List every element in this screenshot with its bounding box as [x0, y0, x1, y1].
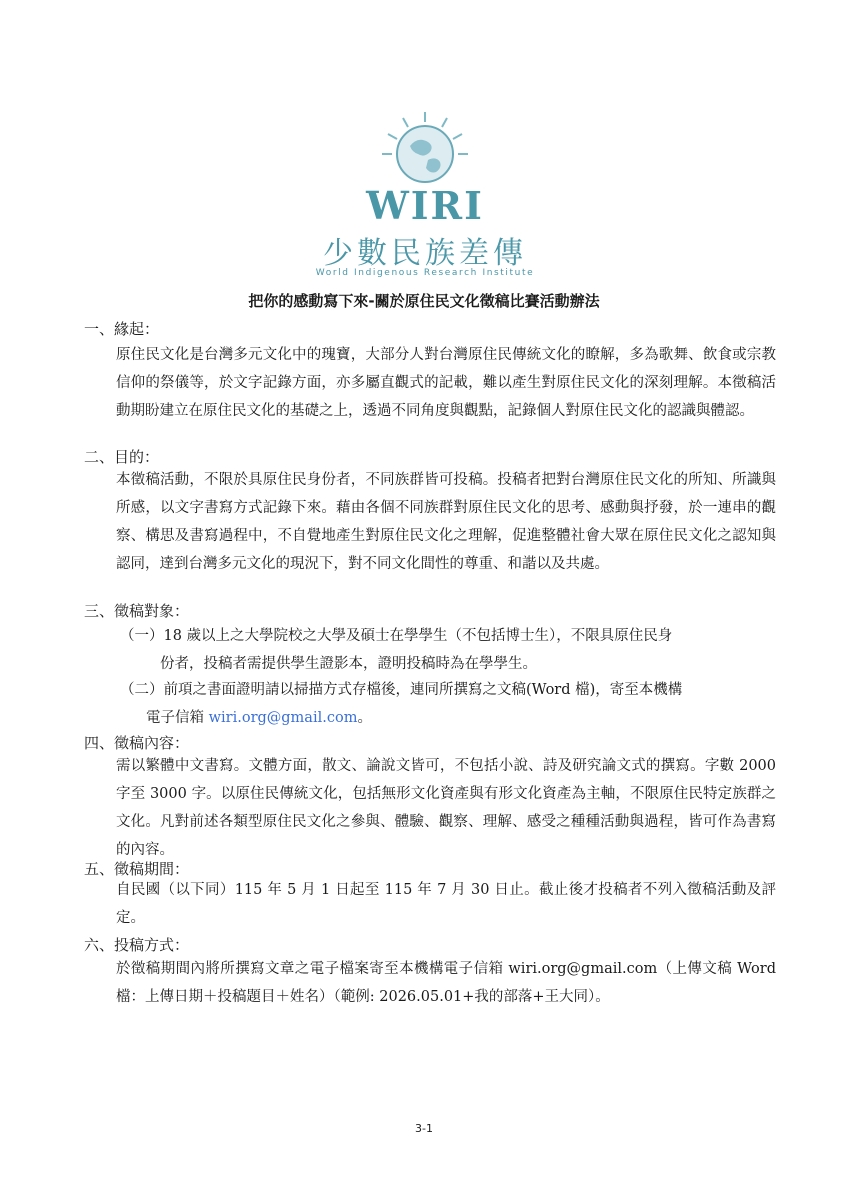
section-heading-period: 五、徵稿期間： — [84, 860, 190, 878]
logo-english-name: World Indigenous Research Institute — [315, 268, 535, 278]
eligibility-item-2 — [120, 676, 780, 732]
globe-sun-icon — [370, 108, 480, 188]
logo-wordmark: WIRI — [366, 183, 484, 228]
section-body-submission: 於徵稿期間內將所撰寫文章之電子檔案寄至本機構電子信箱 wiri.org@gmail.com（上傳文稿 Word 檔：上傳日期＋投稿題目＋姓名）（範例: 2026.05.01+我的部落+王大同）。 — [116, 961, 776, 1005]
section-heading-origin: 一、緣起： — [84, 320, 160, 338]
section-body-period: 自民國（以下同）115 年 5 月 1 日起至 115 年 7 月 30 日止。截止後才投稿者不列入徵稿活動及評定。 — [116, 882, 776, 926]
eligibility-item-2-line2 — [120, 704, 780, 732]
email-link[interactable]: wiri.org@gmail.com — [208, 710, 358, 726]
page-number: 3-1 — [415, 1122, 433, 1135]
section-heading-eligibility: 三、徵稿對象： — [84, 602, 190, 620]
logo-chinese-name: 少數民族差傳 — [323, 236, 527, 271]
section-heading-submission: 六、投稿方式： — [84, 936, 190, 954]
eligibility-item-2-line2-end: 。 — [357, 710, 372, 726]
eligibility-item-1 — [120, 622, 780, 678]
eligibility-item-2-line1: （二）前項之書面證明請以掃描方式存檔後，連同所撰寫之文稿(Word 檔)，寄至本機構 — [120, 682, 683, 698]
section-body-purpose: 本徵稿活動，不限於具原住民身份者，不同族群皆可投稿。投稿者把對台灣原住民文化的所知、所識與所感，以文字書寫方式記錄下來。藉由各個不同族群對原住民文化的思考、感動與抒發，於一連串的觀察、構思及書寫過程中，不自覺地產生對原住民文化之理解，促進整體社會大眾在原住民文化之認知與認同，達到台灣多元文化的現況下，對不同文化間性的尊重、和諧以及共處。 — [116, 472, 776, 572]
document-title: 把你的感動寫下來-關於原住民文化徵稿比賽活動辦法 — [248, 292, 600, 310]
section-body-origin: 原住民文化是台灣多元文化中的瑰寶，大部分人對台灣原住民傳統文化的瞭解，多為歌舞、飲食或宗教信仰的祭儀等，於文字記錄方面，亦多屬直觀式的記載，難以產生對原住民文化的深刻理解。本徵稿活動期盼建立在原住民文化的基礎之上，透過不同角度與觀點，記錄個人對原住民文化的認識與體認。 — [116, 347, 776, 419]
eligibility-item-1-line2: 份者，投稿者需提供學生證影本，證明投稿時為在學學生。 — [160, 656, 537, 672]
eligibility-item-1-line1: （一）18 歲以上之大學院校之大學及碩士在學學生（不包括博士生），不限具原住民身 — [120, 628, 673, 644]
section-heading-content: 四、徵稿內容： — [84, 734, 190, 752]
section-body-content: 需以繁體中文書寫。文體方面，散文、論說文皆可，不包括小說、詩及研究論文式的撰寫。字數 2000 字至 3000 字。以原住民傳統文化，包括無形文化資產與有形文化資產為主軸，不限原住民特定族群之文化。凡對前述各類型原住民文化之參與、體驗、觀察、理解、感受之種種活動與過程，皆可作為書寫的內容。 — [116, 758, 776, 858]
wiri-logo — [300, 108, 550, 280]
eligibility-item-2-line2-text: 電子信箱 — [146, 710, 209, 726]
section-heading-purpose: 二、目的： — [84, 448, 160, 466]
